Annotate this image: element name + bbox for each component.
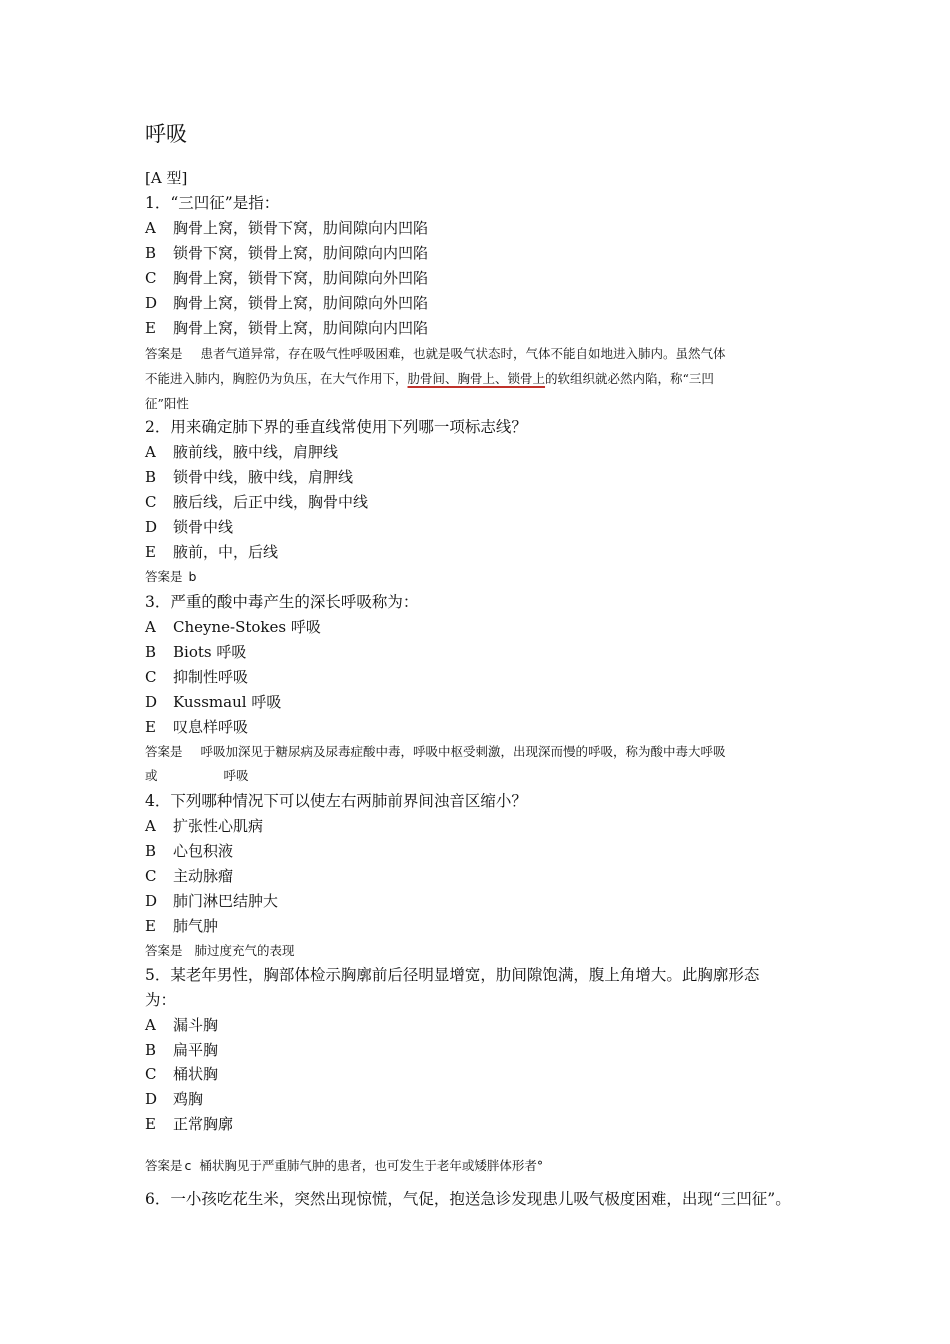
answer-label: 答案是 (145, 1158, 183, 1173)
option-text: 扩张性心肌病 (173, 817, 264, 835)
option-letter: E (145, 1115, 156, 1133)
q2-option-d (145, 517, 233, 537)
q3-option-c (145, 667, 248, 687)
question-4-stem: 4．下列哪种情况下可以使左右两肺前界间浊音区缩小？ (145, 792, 527, 810)
answer-text: 呼吸 (223, 768, 249, 783)
section-label: [A 型] (145, 169, 188, 187)
option-text: 腋前线，腋中线，肩胛线 (173, 443, 339, 461)
option-text: 桶状胸 (173, 1065, 219, 1083)
q5-option-a (145, 1015, 218, 1035)
q1-option-c (145, 268, 428, 288)
answer-text: 不能进入肺内，胸腔仍为负压，在大气作用下， (145, 371, 408, 386)
q2-option-c (145, 492, 368, 512)
option-letter: B (145, 1041, 157, 1059)
answer-text: 桶状胸见于严重肺气肿的患者，也可发生于老年或矮胖体形者° (199, 1158, 544, 1173)
option-text: 腋后线，后正中线，胸骨中线 (173, 493, 369, 511)
q5-option-e (145, 1114, 233, 1134)
option-text: 鸡胸 (173, 1090, 204, 1108)
q2-answer (145, 568, 196, 586)
option-text: 胸骨上窝，锁骨上窝，肋间隙向外凹陷 (173, 294, 429, 312)
question-2-stem: 2．用来确定肺下界的垂直线常使用下列哪一项标志线？ (145, 418, 527, 436)
option-text: 漏斗胸 (173, 1016, 219, 1034)
option-letter: E (145, 319, 156, 337)
option-text: 主动脉瘤 (173, 867, 234, 885)
q5-option-c (145, 1064, 218, 1084)
option-text: 抑制性呼吸 (173, 668, 249, 686)
answer-label: 答案是 (145, 943, 183, 958)
option-text: 锁骨下窝，锁骨上窝，肋间隙向内凹陷 (173, 244, 429, 262)
q5-answer (145, 1157, 543, 1175)
q2-option-a (145, 442, 338, 462)
q2-option-b (145, 467, 353, 487)
answer-value: c (184, 1158, 192, 1173)
answer-text: 的软组织就必然内陷，称“三凹 (545, 371, 714, 386)
option-letter: E (145, 543, 156, 561)
option-letter: C (145, 668, 157, 686)
option-text: 肺门淋巴结肿大 (173, 892, 279, 910)
option-letter: D (145, 892, 158, 910)
option-letter: A (145, 443, 156, 461)
option-text: 正常胸廓 (173, 1115, 234, 1133)
q4-option-c (145, 866, 233, 886)
option-letter: B (145, 244, 157, 262)
q3-answer-line-2 (145, 767, 249, 785)
q4-option-e (145, 916, 218, 936)
option-text: Biots 呼吸 (173, 643, 247, 661)
option-letter: E (145, 917, 156, 935)
q5-option-b (145, 1040, 218, 1060)
option-text: 心包积液 (173, 842, 234, 860)
option-letter: C (145, 269, 157, 287)
option-text: 胸骨上窝，锁骨下窝，肋间隙向外凹陷 (173, 269, 429, 287)
option-letter: D (145, 294, 158, 312)
q1-answer-line-2 (145, 370, 714, 388)
option-text: 叹息样呼吸 (173, 718, 249, 736)
q1-option-d (145, 293, 428, 313)
q3-option-a (145, 617, 321, 637)
q5-option-d (145, 1089, 203, 1109)
option-text: Cheyne-Stokes 呼吸 (173, 618, 321, 636)
option-letter: A (145, 1016, 156, 1034)
question-6-stem: 6．一小孩吃花生米，突然出现惊慌，气促，抱送急诊发现患儿吸气极度困难，出现“三凹征”。 (145, 1190, 791, 1208)
option-letter: D (145, 1090, 158, 1108)
answer-text: 患者气道异常，存在吸气性呼吸困难，也就是吸气状态时，气体不能自如地进入肺内。虽然气体 (200, 346, 726, 361)
answer-text: 或 (145, 768, 158, 783)
option-letter: B (145, 468, 157, 486)
q1-answer-line-1 (145, 345, 726, 363)
option-letter: A (145, 219, 156, 237)
q4-answer (145, 942, 295, 960)
option-letter: C (145, 867, 157, 885)
q2-option-e (145, 542, 278, 562)
q1-option-e (145, 318, 428, 338)
option-text: 扁平胸 (173, 1041, 219, 1059)
q1-answer-line-3: 征”阳性 (145, 396, 189, 411)
q1-option-b (145, 243, 428, 263)
option-letter: D (145, 693, 158, 711)
question-3-stem: 3．严重的酸中毒产生的深长呼吸称为： (145, 593, 419, 611)
question-5-stem-line-2: 为： (145, 991, 177, 1009)
answer-label: 答案是 (145, 744, 183, 759)
answer-text: 呼吸加深见于糖尿病及尿毒症酸中毒，呼吸中枢受刺激，出现深而慢的呼吸，称为酸中毒大呼吸 (200, 744, 726, 759)
q3-option-b (145, 642, 246, 662)
option-letter: A (145, 817, 156, 835)
option-text: 锁骨中线 (173, 518, 234, 536)
option-letter: D (145, 518, 158, 536)
q4-option-d (145, 891, 278, 911)
option-text: 胸骨上窝，锁骨下窝，肋间隙向内凹陷 (173, 219, 429, 237)
q3-option-d (145, 692, 281, 712)
option-text: 肺气肿 (173, 917, 219, 935)
option-letter: C (145, 493, 157, 511)
document-title: 呼吸 (145, 122, 187, 146)
answer-value: b (188, 569, 197, 584)
q3-answer-line-1 (145, 743, 726, 761)
answer-underlined-text: 肋骨间、胸骨上、锁骨上 (407, 371, 546, 386)
answer-label: 答案是 (145, 346, 183, 361)
option-letter: B (145, 842, 157, 860)
option-letter: A (145, 618, 156, 636)
question-1-stem: 1．“三凹征”是指： (145, 194, 280, 212)
option-text: 腋前，中，后线 (173, 543, 279, 561)
q1-option-a (145, 218, 428, 238)
option-letter: E (145, 718, 156, 736)
option-text: Kussmaul 呼吸 (173, 693, 282, 711)
question-5-stem-line-1: 5．某老年男性，胸部体检示胸廓前后径明显增宽，肋间隙饱满，腹上角增大。此胸廓形态 (145, 966, 760, 984)
option-letter: B (145, 643, 157, 661)
q4-option-a (145, 816, 263, 836)
option-text: 胸骨上窝，锁骨上窝，肋间隙向内凹陷 (173, 319, 429, 337)
answer-text: 肺过度充气的表现 (194, 943, 295, 958)
option-text: 锁骨中线，腋中线，肩胛线 (173, 468, 354, 486)
q3-option-e (145, 717, 248, 737)
answer-label: 答案是 (145, 569, 183, 584)
q4-option-b (145, 841, 233, 861)
option-letter: C (145, 1065, 157, 1083)
